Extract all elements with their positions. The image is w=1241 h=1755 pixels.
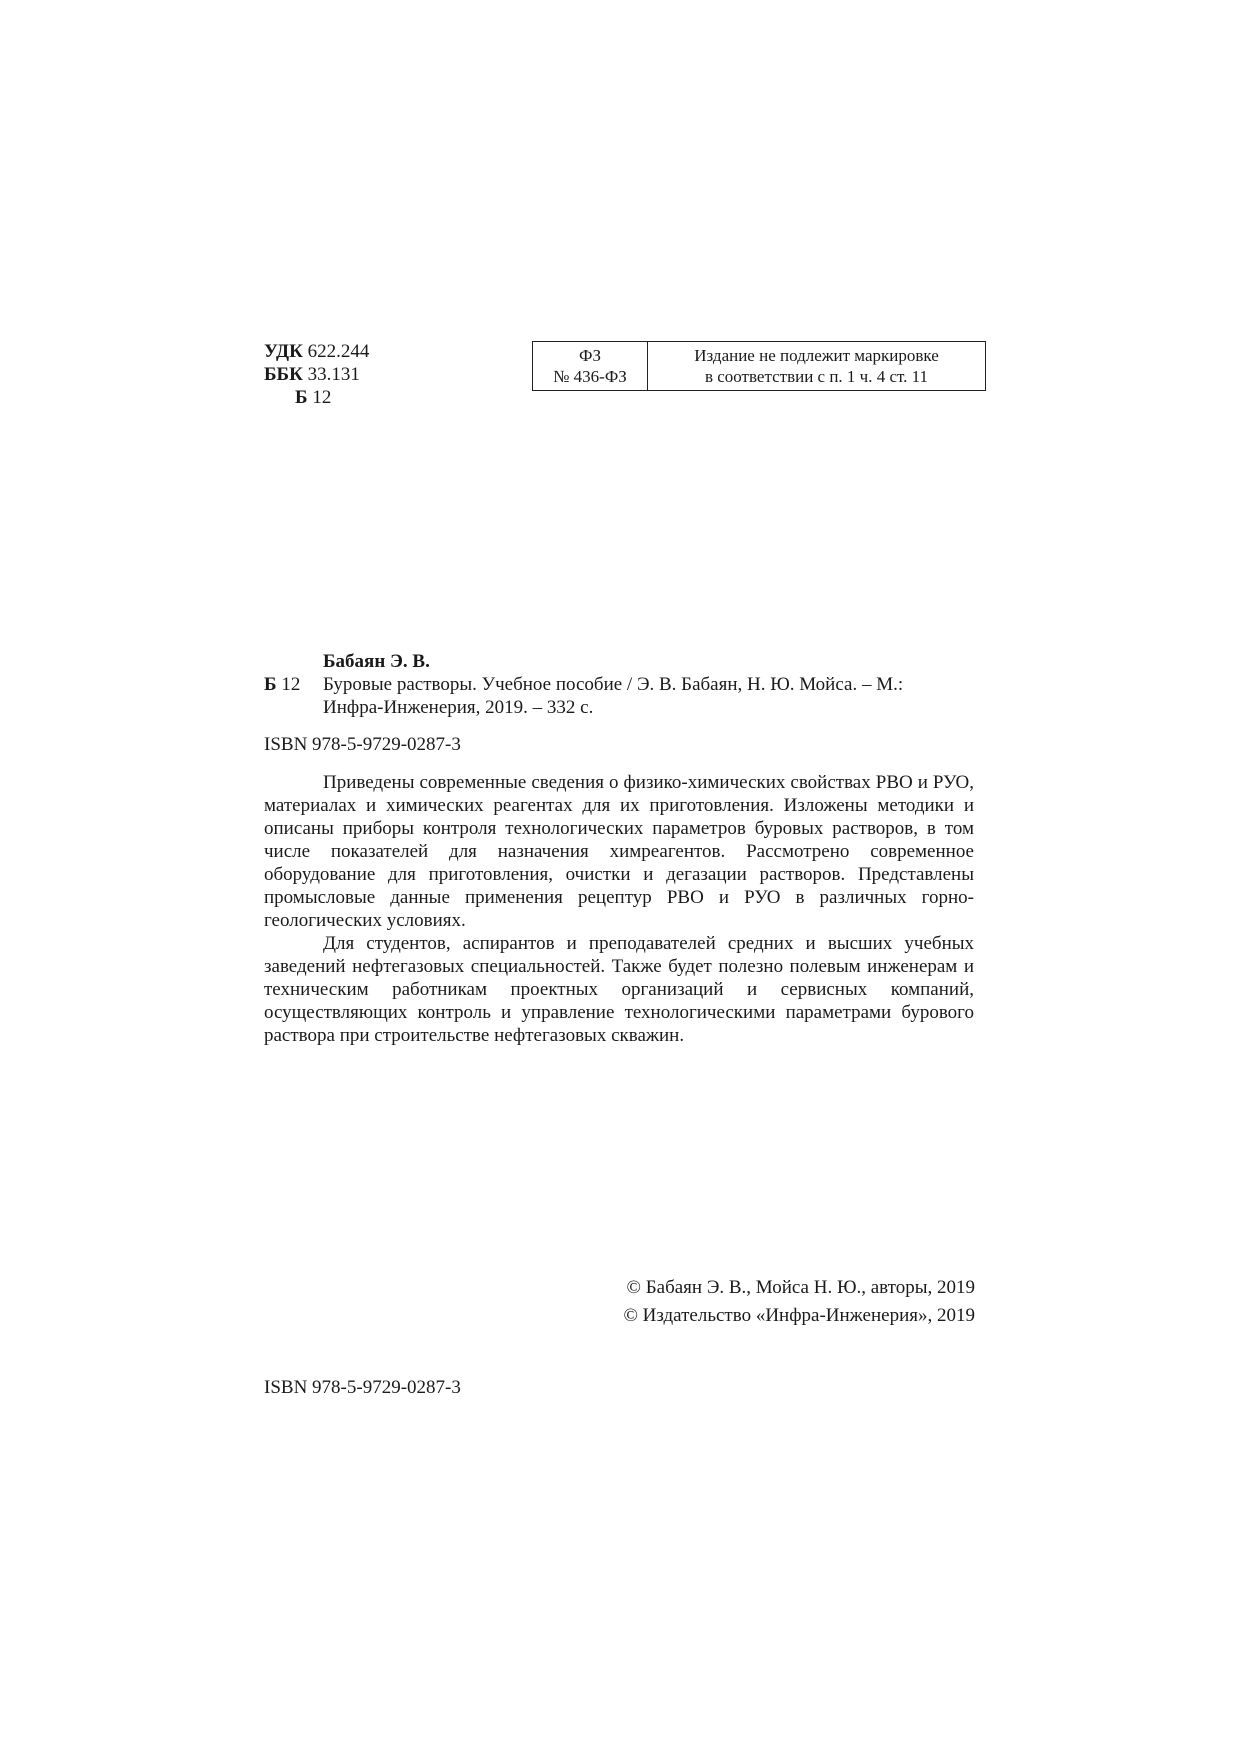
- description-line2: Инфра-Инженерия, 2019. – 332 с.: [323, 697, 594, 718]
- bbk-row: [264, 363, 369, 386]
- author-mark-value: 12: [312, 387, 332, 408]
- fz-law-line2: № 436-ФЗ: [553, 367, 627, 386]
- isbn-record: ISBN 978-5-9729-0287-3: [264, 734, 461, 755]
- classification-block: [264, 340, 369, 409]
- udk-label: УДК: [264, 341, 303, 362]
- copyright-block: [623, 1274, 975, 1330]
- annotation-paragraph: Приведены современные сведения о физико-химических свойствах РВО и РУО, материалах и химических реагентах для их приготовления. Изложены методики и описаны приборы контроля технологических параметров буровых растворов, в том числе показателей для назначения химреагентов. Рассмотрено современное оборудование для приготовления, очистки и дегазации растворов. Представлены промысловые данные применения рецептур РВО и РУО в различных горно-геологических условиях.: [264, 772, 974, 931]
- fz-notice-cell: [648, 342, 985, 390]
- author-code-label: Б: [264, 674, 277, 695]
- copyright-authors: © Бабаян Э. В., Мойса Н. Ю., авторы, 2019: [626, 1277, 975, 1298]
- description-line1: Буровые растворы. Учебное пособие / Э. В. Бабаян, Н. Ю. Мойса. – М.:: [323, 674, 904, 695]
- annotation-paragraph: Для студентов, аспирантов и преподавателей средних и высших учебных заведений нефтегазовых специальностей. Также будет полезно полевым инженерам и техническим работникам проектных организаций и сервисных компаний, осуществляющих контроль и управление технологическими параметрами бурового раствора при строительстве нефтегазовых скважин.: [264, 933, 974, 1046]
- fz-notice-table: [532, 341, 986, 391]
- copyright-publisher: © Издательство «Инфра-Инженерия», 2019: [623, 1305, 975, 1326]
- bbk-label: ББК: [264, 364, 303, 385]
- bibliographic-entry: [264, 673, 974, 719]
- author-code: [264, 673, 323, 719]
- bbk-value: 33.131: [307, 364, 360, 385]
- author-heading: Бабаян Э. В.: [323, 651, 430, 672]
- bibliographic-record: [264, 650, 974, 756]
- fz-law-line1: ФЗ: [579, 346, 601, 365]
- author-code-value: 12: [281, 674, 301, 695]
- udk-value: 622.244: [307, 341, 370, 362]
- fz-notice-line2: в соответствии с п. 1 ч. 4 ст. 11: [704, 367, 929, 386]
- annotation: [264, 771, 974, 1047]
- author-mark-label: Б: [295, 387, 308, 408]
- fz-notice-line1: Издание не подлежит маркировке: [694, 346, 939, 365]
- isbn-footer: ISBN 978-5-9729-0287-3: [264, 1377, 461, 1398]
- bibliographic-description: [323, 673, 974, 719]
- udk-row: [264, 340, 369, 363]
- fz-law-cell: [533, 342, 648, 390]
- author-mark-row: [264, 386, 369, 409]
